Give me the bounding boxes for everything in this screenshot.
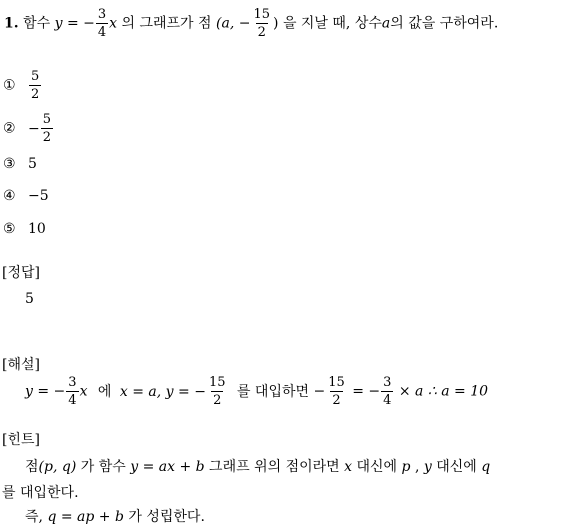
hint-point: (p, q): [38, 459, 77, 475]
hint-label: [힌트]: [2, 432, 40, 448]
question-point-close: ): [273, 15, 279, 32]
fraction-numerator: 3: [68, 375, 77, 390]
hint-text: 그래프 위의 점이라면: [209, 459, 340, 475]
choice-marker: ④: [3, 188, 16, 204]
explanation-neg: −: [313, 383, 326, 400]
hint-equation: q = ap + b: [47, 509, 124, 525]
explanation-word2: 를 대입하면: [236, 383, 310, 400]
question-text-end: 의 값을 구하여라.: [390, 15, 499, 32]
explanation-tail: × a ∴ a = 10: [398, 383, 489, 400]
fraction-denominator: 2: [213, 393, 222, 408]
choice-2[interactable]: [3, 113, 54, 144]
explanation-eq1-var: x: [79, 383, 88, 400]
question-line: [4, 8, 498, 39]
explanation-eq1-fraction: [66, 376, 78, 407]
choice-4[interactable]: [3, 189, 49, 203]
question-func-fraction: [96, 8, 108, 39]
answer-value: 5: [25, 291, 34, 307]
choice-marker: ⑤: [3, 221, 16, 237]
hint-text: 대신에: [436, 459, 477, 475]
fraction-numerator: 15: [253, 7, 271, 22]
choice-value: 5: [28, 156, 37, 172]
fraction-denominator: 2: [257, 25, 266, 40]
question-const-var: a: [381, 15, 391, 32]
question-number: 1.: [4, 15, 19, 32]
explanation-line: [25, 376, 488, 407]
answer-label: [정답]: [2, 265, 40, 281]
explanation-result-fraction-2: [381, 376, 393, 407]
question-text-mid: 의 그래프가 점: [121, 15, 212, 32]
hint-line-2: 를 대입한다.: [2, 485, 79, 501]
choice-marker: ②: [3, 120, 16, 137]
hint-text: 점: [25, 459, 39, 475]
choice-fraction: [41, 113, 53, 144]
fraction-denominator: 2: [332, 393, 341, 408]
question-func-lhs: y = −: [54, 15, 95, 32]
hint-text: 즉,: [25, 509, 43, 525]
question-point-open: (a, −: [216, 15, 251, 32]
explanation-label: [해설]: [2, 357, 40, 373]
fraction-numerator: 3: [383, 375, 392, 390]
question-text-after: 을 지날 때, 상수: [282, 15, 382, 32]
fraction-numerator: 5: [42, 112, 52, 127]
fraction-numerator: 15: [208, 375, 226, 390]
hint-line-3: [25, 510, 205, 524]
explanation-eq1-lhs: y = −: [25, 383, 66, 400]
hint-line-1: [25, 460, 490, 474]
fraction-numerator: 15: [328, 375, 345, 390]
choice-value: 10: [28, 221, 46, 237]
hint-text: 가 함수: [80, 459, 126, 475]
hint-var-x: x: [344, 459, 353, 475]
explanation-result-fraction-1: [326, 376, 347, 407]
hint-text: 대신에: [356, 459, 398, 475]
question-text-before: 함수: [23, 15, 51, 32]
hint-var-y: y: [423, 459, 432, 475]
choice-marker: ①: [3, 77, 16, 94]
fraction-denominator: 4: [383, 393, 392, 408]
choice-fraction: [29, 70, 41, 101]
hint-var-p: p: [401, 459, 411, 475]
fraction-numerator: 3: [97, 7, 107, 22]
fraction-numerator: 5: [31, 69, 40, 84]
choice-value: −5: [28, 188, 49, 204]
hint-var-q: q: [481, 459, 491, 475]
fraction-denominator: 4: [68, 393, 77, 408]
hint-text: 가 성립한다.: [128, 509, 205, 525]
fraction-denominator: 2: [31, 87, 40, 102]
explanation-eq-mid: = −: [352, 383, 381, 400]
hint-text: ,: [414, 459, 420, 475]
explanation-substitution: x = a, y = −: [119, 383, 206, 400]
explanation-word1: 에: [97, 383, 112, 400]
choice-sign: −: [28, 120, 40, 137]
choice-5[interactable]: [3, 222, 46, 236]
question-func-var: x: [109, 15, 118, 32]
fraction-denominator: 2: [42, 130, 52, 145]
fraction-denominator: 4: [97, 25, 107, 40]
choice-1[interactable]: [3, 70, 42, 101]
explanation-sub-fraction: [207, 376, 228, 407]
choice-marker: ③: [3, 156, 16, 172]
hint-func: y = ax + b: [130, 459, 205, 475]
question-point-fraction: [251, 8, 272, 39]
choice-3[interactable]: [3, 157, 37, 171]
